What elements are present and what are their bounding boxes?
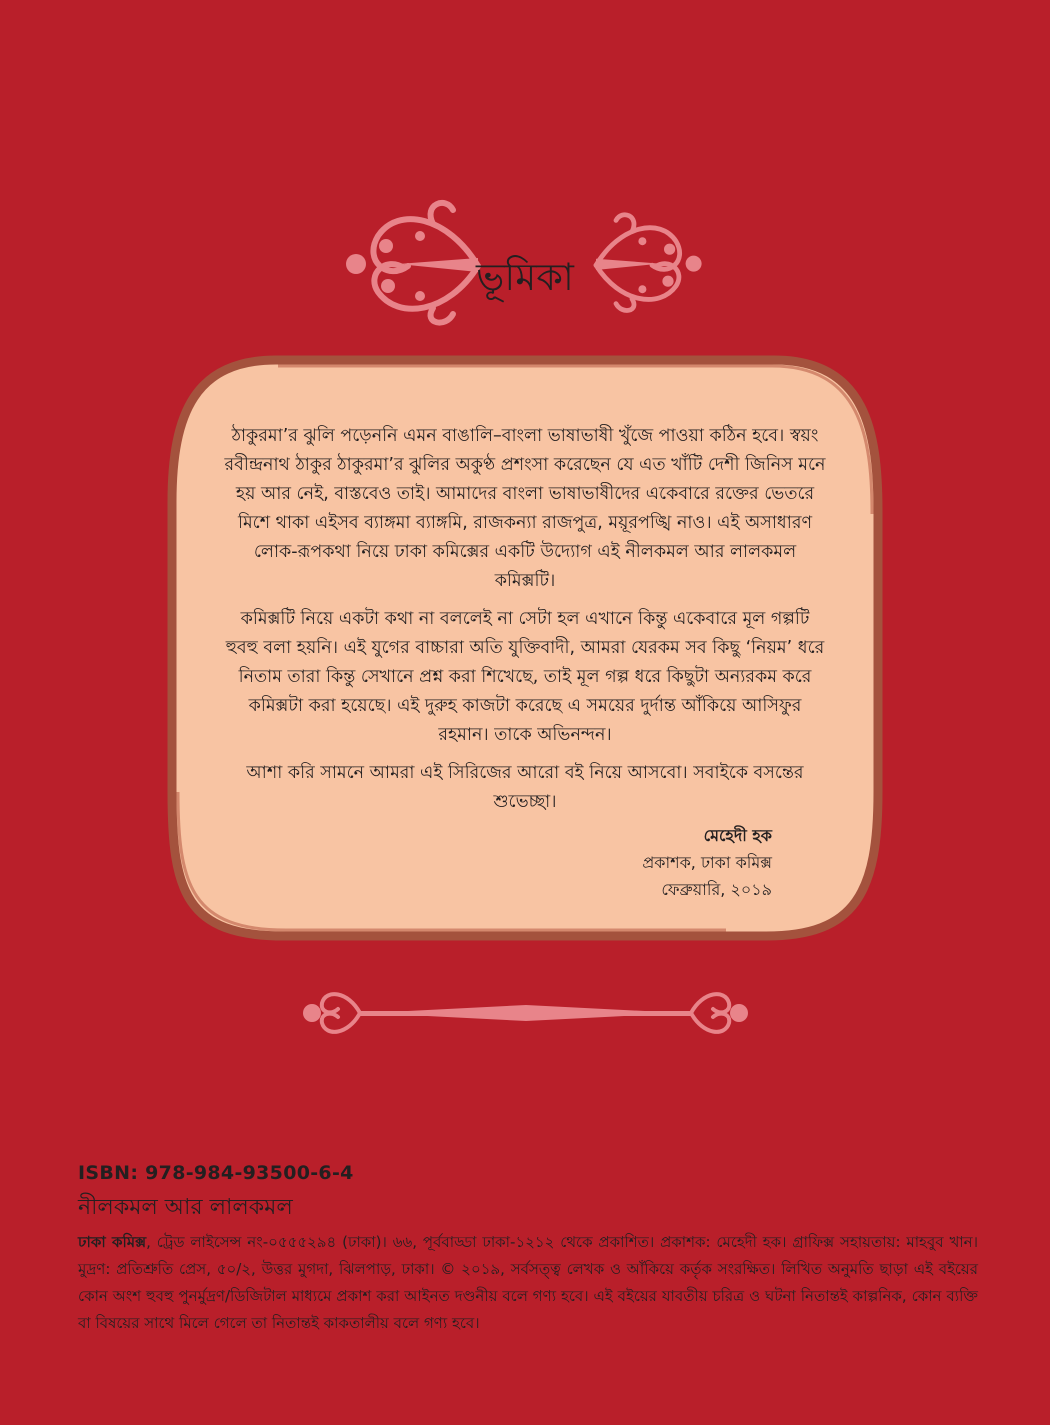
imprint-text [78,1229,978,1337]
isbn: ISBN: 978-984-93500-6-4 [78,1162,354,1184]
intro-body [224,422,826,826]
signature-date: ফেব্রুয়ারি, ২০১৯ [661,880,772,899]
intro-panel [166,352,884,944]
imprint-section [78,1162,978,1337]
book-title: নীলকমল আর লালকমল [78,1195,293,1220]
intro-paragraph: ঠাকুরমা’র ঝুলি পড়েননি এমন বাঙালি–বাংলা ভাষাভাষী খুঁজে পাওয়া কঠিন হবে। স্বয়ং রবীন্দ্রনাথ ঠাকুর ঠাকুরমা’র ঝুলির অকুণ্ঠ প্রশংসা করেছেন যে এত খাঁটি দেশী জিনিস মনে হয় আর নেই, বাস্তবেও তাই। আমাদের বাংলা ভাষাভাষীদের একেবারে রক্তের ভেতরে মিশে থাকা এইসব ব্যাঙ্গমা ব্যাঙ্গমি, রাজকন্যা রাজপুত্র, ময়ূরপঙ্খি নাও। এই অসাধারণ লোক-রূপকথা নিয়ে ঢাকা কমিক্সের একটি উদ্যোগ এই নীলকমল আর লালকমল কমিক্সটি। [224,426,826,591]
signature-name: মেহেদী হক [703,826,772,845]
intro-paragraph: কমিক্সটি নিয়ে একটা কথা না বললেই না সেটা হল এখানে কিন্তু একেবারে মূল গল্পটি হুবহু বলা হয়নি। এই যুগের বাচ্চারা অতি যুক্তিবাদী, আমরা যেরকম সব কিছু ‘নিয়ম’ ধরে নিতাম তারা কিন্তু সেখানে প্রশ্ন করা শিখেছে, তাই মূল গল্প ধরে কিছুটা অন্যরকম করে কমিক্সটা করা হয়েছে। এই দুরুহ কাজটা করেছে এ সময়ের দুর্দান্ত আঁকিয়ে আসিফুর রহমান। তাকে অভিনন্দন। [225,609,825,745]
imprint-details: , ট্রেড লাইসেন্স নং-০৫৫৫২৯৪ (ঢাকা)। ৬৬, পূর্ববাড্ডা ঢাকা-১২১২ থেকে প্রকাশিত। প্রকাশক: মেহেদী হক। গ্রাফিক্স সহায়তায়: মাহবুব খান। মুদ্রণ: প্রতিশ্রুতি প্রেস, ৫০/২, উত্তর মুগদা, ঝিলপাড়, ঢাকা। © ২০১৯, সর্বসত্ত্ব লেখক ও আঁকিয়ে কর্তৃক সংরক্ষিত। লিখিত অনুমতি ছাড়া এই বইয়ের কোন অংশ হুবহু পুনর্মুদ্রণ/ডিজিটাল মাধ্যমে প্রকাশ করা আইনত দণ্ডনীয় বলে গণ্য হবে। এই বইয়ের যাবতীয় চরিত্র ও ঘটনা নিতান্তই কাল্পনিক, কোন ব্যক্তি বা বিষয়ের সাথে মিলে গেলে তা নিতান্তই কাকতালীয় বলে গণ্য হবে। [78,1233,978,1332]
divider-ornament [298,985,753,1041]
signature-role: প্রকাশক, ঢাকা কমিক্স [642,853,772,872]
intro-paragraph: আশা করি সামনে আমরা এই সিরিজের আরো বই নিয়ে আসবো। সবাইকে বসন্তের শুভেচ্ছা। [246,763,804,812]
page-heading: ভূমিকা [476,255,574,299]
publisher-name: ঢাকা কমিক্স [78,1233,147,1251]
signature-block [412,822,772,903]
